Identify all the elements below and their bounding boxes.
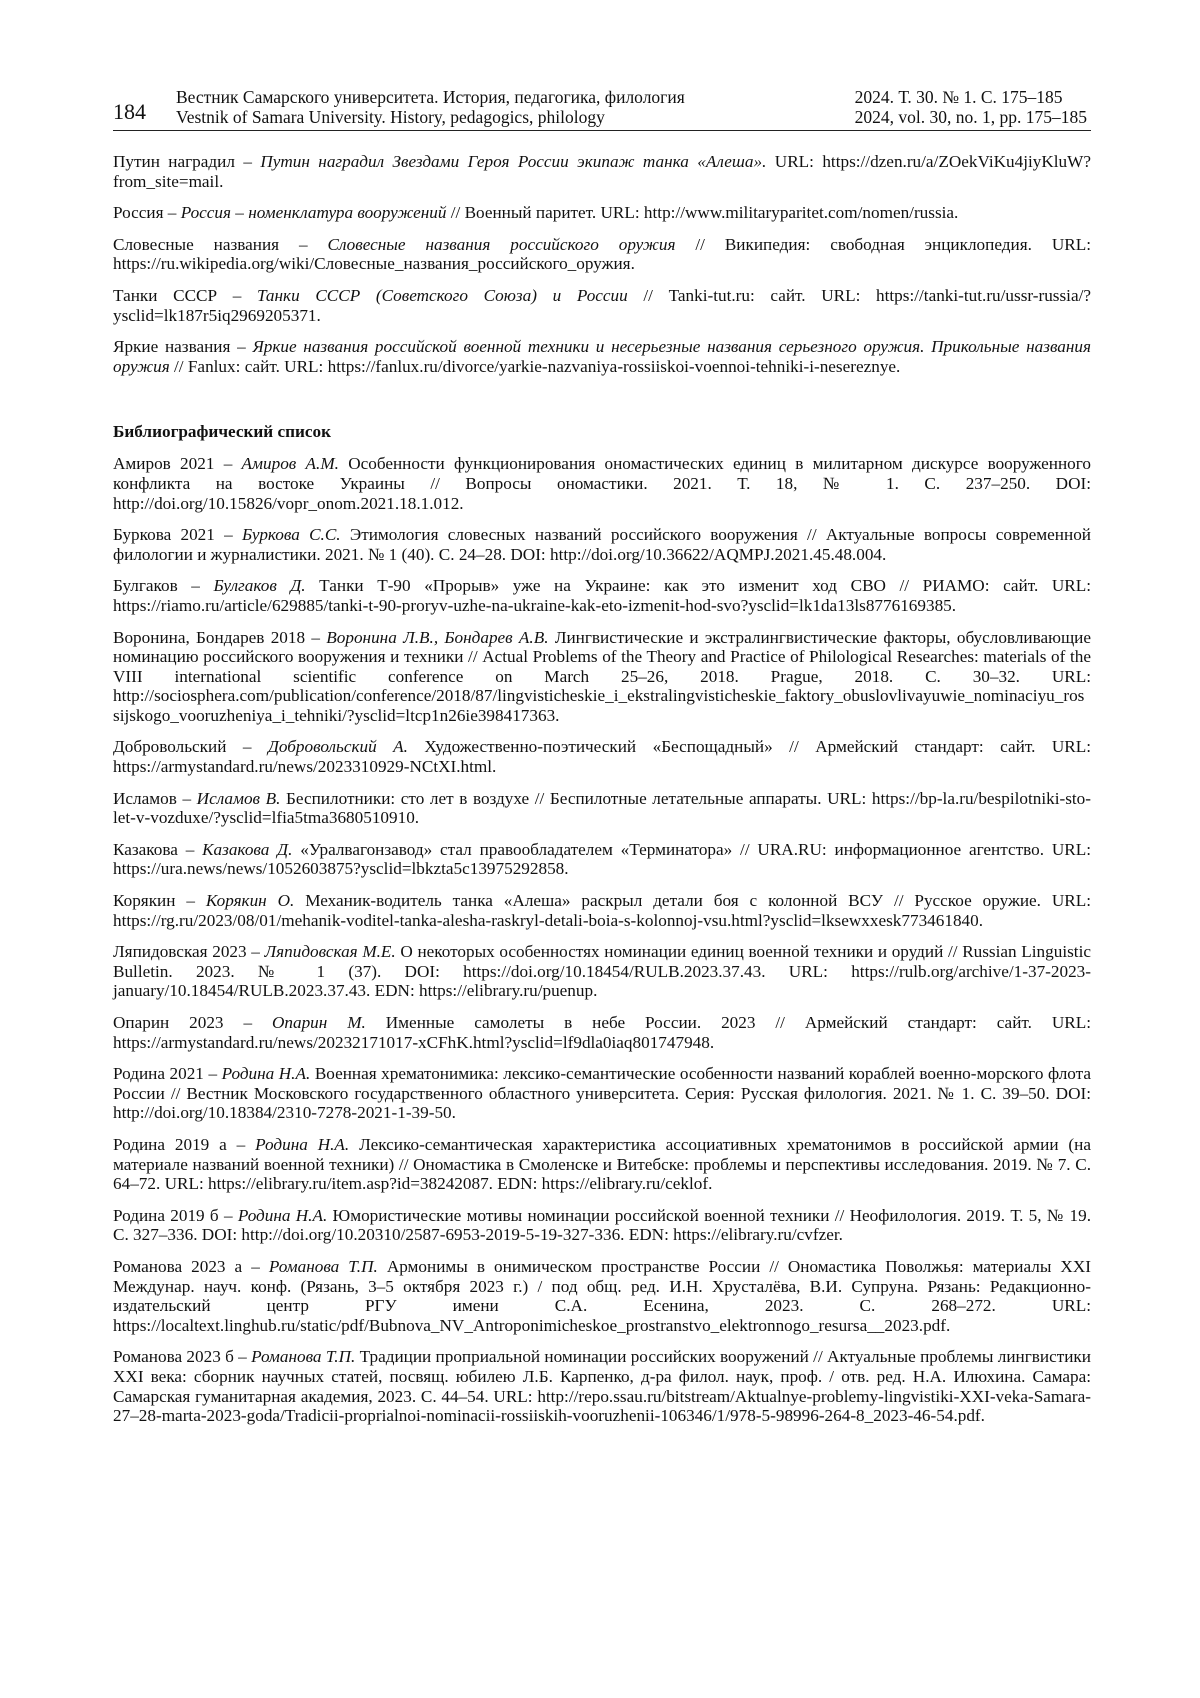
entry-key: Булгаков –: [113, 576, 214, 596]
source-entry: [113, 286, 1091, 325]
entry-details: Армонимы в онимическом пространстве России // Ономастика Поволжья: материалы XXI Междунар. науч. конф. (Рязань, 3–5 октября 2023 г.) / под общ. ред. И.Н. Хрусталёва, В.И. Супруна. Рязань: Редакционно-издательский центр РГУ имени С.А. Есенина, 2023. С. 268–272. URL: https://localtext.linghub.ru/static/pdf/Bubnova_NV_Antroponimicheskoe_prostranstvo_elektronnogo_resursa__2023.pdf.: [113, 1256, 1091, 1335]
entry-details: // Военный паритет. URL: http://www.militaryparitet.com/nomen/russia.: [446, 203, 959, 223]
entry-details: Особенности функционирования ономастических единиц в милитарном дискурсе вооруженного конфликта на востоке Украины // Вопросы ономастики. 2021. Т. 18, № 1. С. 237–250. DOI: http://doi.org/10.15826/vopr_onom.2021.18.1.012.: [113, 454, 1091, 513]
bibliography-entry: [113, 840, 1091, 879]
source-entry: [113, 235, 1091, 274]
entry-authors: Амиров А.М.: [241, 454, 339, 474]
running-header: [113, 86, 1091, 131]
entry-details: // Fanlux: сайт. URL: https://fanlux.ru/divorce/yarkie-nazvaniya-rossiiskoi-voennoi-tehniki-i-nesereznye.: [169, 356, 901, 376]
bibliography-entry: [113, 1257, 1091, 1335]
entry-authors: Родина Н.А.: [221, 1064, 311, 1084]
entry-key: Корякин –: [113, 891, 206, 911]
entry-key: Исламов –: [113, 788, 197, 808]
entry-details: Именные самолеты в небе России. 2023 // Армейский стандарт: сайт. URL: https://armystandard.ru/news/20232171017-xCFhK.html?ysclid=lf9dla0iaq801747948.: [113, 1013, 1091, 1052]
entry-authors: Добровольский А.: [267, 737, 408, 757]
bibliography-entry: [113, 1135, 1091, 1194]
entry-details: // Tanki-tut.ru: сайт. URL: https://tanki-tut.ru/ussr-russia/?ysclid=lk187r5iq2969205371.: [113, 285, 1091, 325]
journal-title: [176, 87, 685, 127]
entry-title: Яркие названия российской военной техники и несерьезные названия серьезного оружия. Прикольные названия оружия: [113, 337, 1091, 376]
entry-details: // Википедия: свободная энциклопедия. URL: https://ru.wikipedia.org/wiki/Словесные_названия_российского_оружия.: [113, 234, 1091, 274]
journal-title-en: Vestnik of Samara University. History, pedagogics, philology: [176, 107, 605, 127]
entry-authors: Родина Н.А.: [237, 1205, 328, 1225]
entry-key: Танки СССР –: [113, 285, 257, 305]
entry-authors: Булгаков Д.: [213, 576, 306, 596]
bibliography-heading: Библиографический список: [113, 422, 332, 442]
entry-key: Буркова 2021 –: [113, 525, 242, 545]
issue-info-en: 2024, vol. 30, no. 1, pp. 175–185: [854, 107, 1087, 127]
bibliography-entry: [113, 1347, 1091, 1425]
entry-key: Путин наградил –: [113, 152, 261, 171]
bibliography-entry: [113, 1064, 1091, 1123]
bibliography-entry: [113, 1013, 1091, 1052]
issue-info-ru: 2024. Т. 30. № 1. С. 175–185: [854, 87, 1063, 107]
entry-details: «Уралвагонзавод» стал правообладателем «Терминатора» // URA.RU: информационное агентство. URL: https://ura.news/news/1052603875?ysclid=lbkzta5c13975292858.: [113, 839, 1091, 879]
entry-authors: Воронина Л.В., Бондарев А.В.: [326, 627, 549, 647]
entry-key: Родина 2019 б –: [113, 1205, 238, 1225]
bibliography-entry: [113, 525, 1091, 564]
entry-details: Лингвистические и экстралингвистические факторы, обусловливающие номинацию российского вооружения и техники // Actual Problems of the Theory and Practice of Philological Researches: materials of the VIII international scientific conference on March 25–26, 2018. Prague, 2018. С. 30–32. URL: http://sociosphera.com/publication/conference/2018/87/lingvisticheskie_i_ekstralingvisticheskie_faktory_obuslovlivayuwie_nominaciyu_rossijskogo_vooruzheniya_i_tehniki/?ysclid=ltcp1n26ie398417363.: [113, 627, 1092, 725]
bibliography-entry: [113, 1206, 1091, 1245]
entry-authors: Ляпидовская М.Е.: [264, 942, 396, 962]
sources-list: [113, 152, 1091, 376]
entry-key: Родина 2019 а –: [113, 1134, 256, 1154]
source-entry: [113, 337, 1091, 376]
entry-details: Традиции проприальной номинации российских вооружений // Актуальные проблемы лингвистики XXI века: сборник научных статей, посвящ. юбилею Л.Б. Карпенко, д-ра филол. наук, проф. / отв. ред. Н.А. Илюхина. Самара: Самарская гуманитарная академия, 2023. С. 44–54. URL: http://repo.ssau.ru/bitstream/Aktualnye-problemy-lingvistiki-XXI-veka-Samara-27–28-marta-2023-goda/Tradicii-proprialnoi-nominacii-rossiiskih-vooruzhenii-106346/1/978-5-98996-264-8_2023-46-54.pdf.: [113, 1347, 1091, 1426]
entry-details: Художественно-поэтический «Беспощадный» // Армейский стандарт: сайт. URL: https://armystandard.ru/news/2023310929-NCtXI.html.: [113, 737, 1091, 777]
bibliography-entry: [113, 737, 1091, 776]
entry-key: Воронина, Бондарев 2018 –: [113, 627, 327, 647]
entry-details: Танки Т-90 «Прорыв» уже на Украине: как это изменит ход СВО // РИАМО: сайт. URL: https://riamo.ru/article/629885/tanki-t-90-proryv-uzhe-na-ukraine-kak-eto-izmenit-hod-svo?ysclid=lk1da13ls8776169385.: [113, 576, 1091, 615]
entry-title: Путин наградил Звездами Героя России экипаж танка «Алеша».: [260, 152, 767, 171]
entry-details: Лексико-семантическая характеристика ассоциативных хрематонимов в российской армии (на материале названий военной техники) // Ономастика в Смоленске и Витебске: проблемы и перспективы исследования. 2019. № 7. С. 64–72. URL: https://elibrary.ru/item.asp?id=38242087. EDN: https://elibrary.ru/ceklof.: [113, 1134, 1091, 1194]
source-entry: [113, 203, 1091, 223]
bibliography-entry: [113, 628, 1091, 726]
entry-key: Романова 2023 а –: [113, 1256, 269, 1276]
bibliography-entry: [113, 942, 1091, 1001]
entry-authors: Романова Т.П.: [268, 1256, 378, 1276]
entry-authors: Буркова С.С.: [241, 525, 341, 545]
entry-key: Родина 2021 –: [113, 1064, 222, 1084]
bibliography-list: [113, 454, 1091, 1425]
entry-key: Опарин 2023 –: [113, 1013, 272, 1032]
entry-key: Словесные названия –: [113, 234, 328, 254]
entry-details: Этимология словесных названий российского вооружения // Актуальные вопросы современной филологии и журналистики. 2021. № 1 (40). С. 24–28. DOI: http://doi.org/10.36622/AQMPJ.2021.45.48.004.: [113, 525, 1091, 564]
entry-key: Россия –: [113, 203, 181, 223]
entry-details: URL: https://dzen.ru/a/ZOekViKu4jiyKluW?from_site=mail.: [113, 152, 1091, 191]
entry-details: Военная хрематонимика: лексико-семантические особенности названий кораблей военно-морского флота России // Вестник Московского государственного областного университета. Серия: Русская филология. 2021. № 1. С. 39–50. DOI: http://doi.org/10.18384/2310-7278-2021-1-39-50.: [113, 1064, 1091, 1123]
bibliography-entry: [113, 576, 1091, 615]
bibliography-entry: [113, 891, 1091, 930]
entry-title: Словесные названия российского оружия: [327, 234, 676, 254]
entry-authors: Казакова Д.: [202, 839, 293, 859]
entry-details: Механик-водитель танка «Алеша» раскрыл детали боя с колонной ВСУ // Русское оружие. URL: https://rg.ru/2023/08/01/mehanik-voditel-tanka-alesha-raskryl-detali-boia-s-kolonnoj-vsu.html?ysclid=lksewxxesk773461840.: [113, 891, 1091, 930]
journal-title-ru: Вестник Самарского университета. История, педагогика, филология: [176, 87, 685, 107]
issue-info: [855, 87, 1087, 127]
entry-key: Романова 2023 б –: [113, 1347, 252, 1367]
entry-details: О некоторых особенностях номинации единиц военной техники и орудий // Russian Linguistic Bulletin. 2023. № 1 (37). DOI: https://doi.org/10.18454/RULB.2023.37.43. URL: https://rulb.org/archive/1-37-2023-january/10.18454/RULB.2023.37.43. EDN: https://elibrary.ru/puenup.: [113, 942, 1091, 1001]
entry-key: Добровольский –: [113, 737, 268, 757]
entry-key: Ляпидовская 2023 –: [113, 942, 265, 962]
entry-title: Россия – номенклатура вооружений: [180, 203, 447, 223]
entry-authors: Исламов В.: [196, 788, 281, 808]
entry-details: Беспилотники: сто лет в воздухе // Беспилотные летательные аппараты. URL: https://bp-la.ru/bespilotniki-sto-let-v-vozduxe/?ysclid=lfia5tma3680510910.: [113, 788, 1092, 828]
entry-authors: Романова Т.П.: [251, 1347, 356, 1367]
entry-key: Казакова –: [113, 839, 203, 859]
bibliography-entry: [113, 789, 1091, 828]
bibliography-entry: [113, 454, 1091, 513]
page-number: 184: [113, 99, 146, 124]
entry-authors: Корякин О.: [205, 891, 295, 911]
entry-key: Яркие названия –: [113, 337, 253, 357]
entry-details: Юмористические мотивы номинации российской военной техники // Неофилология. 2019. Т. 5, № 19. С. 327–336. DOI: http://doi.org/10.20310/2587-6953-2019-5-19-327-336. EDN: https://elibrary.ru/cvfzer.: [113, 1205, 1091, 1245]
source-entry: [113, 152, 1091, 191]
page-content: [113, 152, 1091, 1438]
entry-authors: Опарин М.: [271, 1013, 366, 1032]
entry-title: Танки СССР (Советского Союза) и России: [256, 285, 628, 305]
entry-authors: Родина Н.А.: [255, 1134, 350, 1154]
entry-key: Амиров 2021 –: [113, 454, 242, 474]
